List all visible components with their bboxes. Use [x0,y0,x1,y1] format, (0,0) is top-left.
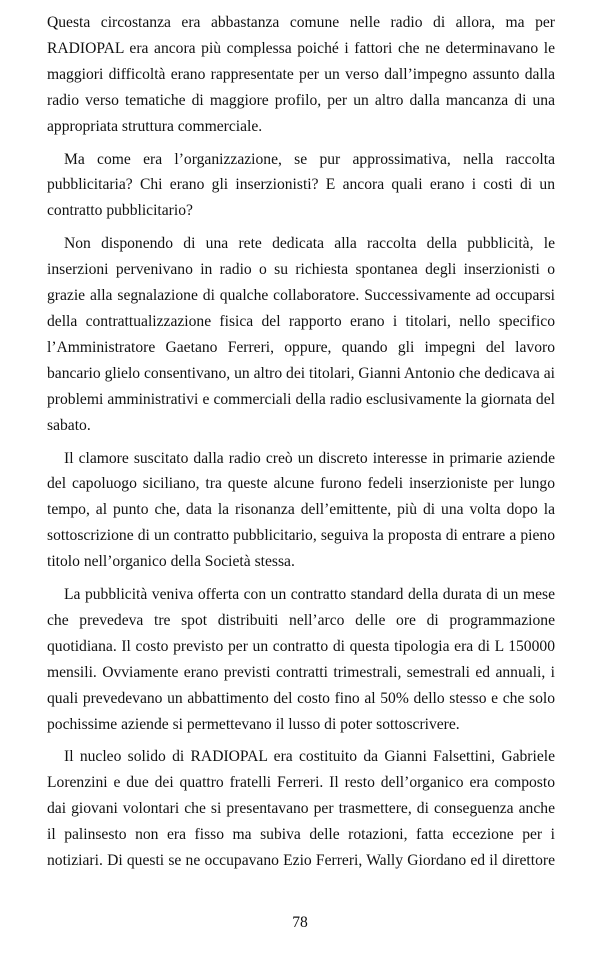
body-text [47,10,555,874]
page-number: 78 [292,914,308,931]
paragraph-2: Ma come era l’organizzazione, se pur approssimativa, nella raccolta pubblicitaria? Chi erano gli inserzionisti? E ancora quali erano i costi di un contratto pubblicitario? [47,150,555,220]
paragraph-4: Il clamore suscitato dalla radio creò un discreto interesse in primarie aziende del capoluogo siciliano, tra queste alcune furono fedeli inserzioniste per lungo tempo, al punto che, data la risonanza dell’emittente, più di una volta dopo la sottoscrizione di un contratto pubblicitario, seguiva la proposta di entrare a pieno titolo nell’organico della Società stessa. [47,449,555,571]
paragraph-3: Non disponendo di una rete dedicata alla raccolta della pubblicità, le inserzioni pervenivano in radio o su richiesta spontanea degli inserzionisti o grazie alla segnalazione di qualche collaboratore. Successivamente ad occuparsi della contrattualizzazione fisica del rapporto erano i titolari, nello specifico l’Amministratore Gaetano Ferreri, oppure, quando gli impegni del lavoro bancario glielo consentivano, un altro dei titolari, Gianni Antonio che dedicava ai problemi amministrativi e commerciali della radio esclusivamente la giornata del sabato. [47,235,555,434]
paragraph-6: Il nucleo solido di RADIOPAL era costituito da Gianni Falsettini, Gabriele Lorenzini e due dei quattro fratelli Ferreri. Il resto dell’organico era composto dai giovani volontari che si presentavano per trasmettere, di conseguenza anche il palinsesto non era fisso ma subiva delle rotazioni, fatta eccezione per i notiziari. Di questi se ne occupavano Ezio Ferreri, Wally Giordano ed il direttore [47,748,555,870]
paragraph-5: La pubblicità veniva offerta con un contratto standard della durata di un mese che prevedeva tre spot distribuiti nell’arco delle ore di programmazione quotidiana. Il costo previsto per un contratto di questa tipologia era di L 150000 mensili. Ovviamente erano previsti contratti trimestrali, semestrali ed annuali, i quali prevedevano un abbattimento del costo fino al 50% dello stesso e che solo pochissime aziende si permettevano il lusso di poter sottoscrivere. [47,586,555,733]
paragraph-1: Questa circostanza era abbastanza comune nelle radio di allora, ma per RADIOPAL era ancora più complessa poiché i fattori che ne determinavano le maggiori difficoltà erano rappresentate per un verso dall’impegno assunto dalla radio verso tematiche di maggiore profilo, per un altro dalla mancanza di una appropriata struttura commerciale. [47,14,555,135]
